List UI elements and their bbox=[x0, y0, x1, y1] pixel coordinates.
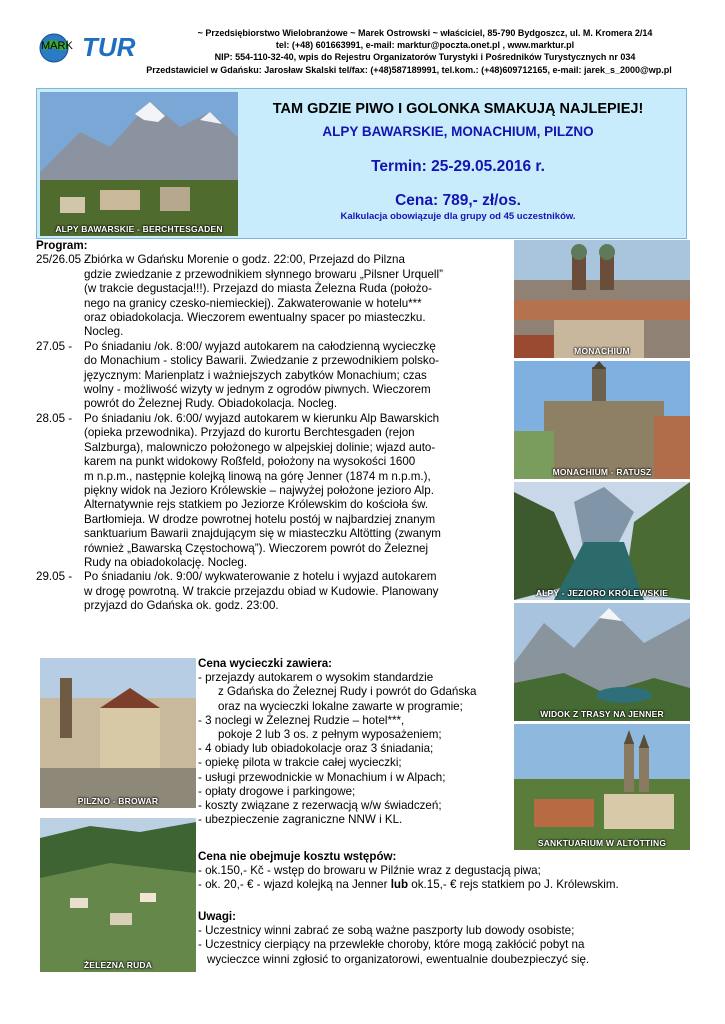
program-day bbox=[36, 412, 512, 570]
program-line: Po śniadaniu /ok. 8:00/ wyjazd autokarem na całodzienną wycieczkę bbox=[84, 339, 436, 353]
photo-caption-zelezna-ruda: ŻELEZNA RUDA bbox=[83, 960, 153, 970]
notes-line: wycieczce winni zgłosić to organizatorowi, ewentualnie doubezpieczyć się. bbox=[207, 952, 590, 966]
program-line: Rudy na obiadokolację. Nocleg. bbox=[84, 555, 248, 569]
program-line: Zbiórka w Gdańsku Morenie o godz. 22:00, Przejazd do Pilzna bbox=[84, 253, 405, 267]
photo-ratusz bbox=[514, 361, 690, 479]
excludes-text: ok.15,- € rejs statkiem po J. Królewskim. bbox=[408, 878, 619, 892]
excludes-line: - ok.150,- Kč - wstęp do browaru w Pilźnie wraz z degustacją piwa; bbox=[198, 864, 541, 878]
includes-text: - opłaty drogowe i parkingowe; bbox=[198, 784, 356, 798]
photo-caption-monachium: MONACHIUM bbox=[574, 346, 630, 356]
program-day bbox=[36, 340, 512, 412]
logo-brand: TUR bbox=[82, 32, 136, 62]
header-line-2: tel: (+48) 601663991, e-mail: marktur@poczta.onet.pl , www.marktur.pl bbox=[275, 40, 575, 50]
header-line-4: Przedstawiciel w Gdańsku: Jarosław Skalski tel/fax: (+48)587189991, tel.kom.: (+48)609712165, e-mail: jarek_s_2000@wp.pl bbox=[146, 65, 672, 75]
excludes-section bbox=[198, 850, 698, 893]
header-line-1: ~ Przedsiębiorstwo Wielobranżowe ~ Marek Ostrowski ~ właściciel, 85-790 Bydgoszcz, ul. M. Kromera 2/14 bbox=[197, 28, 653, 38]
header-line-3: NIP: 554-110-32-40, wpis do Rejestru Organizatorów Turystyki i Pośredników Turystycznych nr 034 bbox=[214, 52, 636, 62]
excludes-or: lub bbox=[390, 878, 409, 892]
excludes-heading: Cena nie obejmuje kosztu wstępów: bbox=[198, 850, 397, 863]
program-day-date: 25/26.05 - bbox=[36, 253, 89, 267]
includes-item bbox=[198, 756, 513, 770]
offer-title: TAM GDZIE PIWO I GOLONKA SMAKUJĄ NAJLEPIEJ! bbox=[272, 101, 644, 117]
includes-text: - 4 obiady lub obiadokolacje oraz 3 śniadania; bbox=[198, 742, 434, 756]
program-line: języcznym: Marienplatz i ważniejszych zabytków Monachium; czas bbox=[84, 368, 427, 382]
includes-text: - usługi przewodnickie w Monachium i w Alpach; bbox=[198, 770, 446, 784]
program-line: piękny widok na Jezioro Królewskie – najwyżej położone jezioro Alp. bbox=[84, 483, 434, 497]
program-line: w drogę powrotną. W trakcie przejazdu obiad w Kudowie. Planowany bbox=[84, 584, 439, 598]
includes-text: - przejazdy autokarem o wysokim standardzie bbox=[198, 671, 434, 685]
program-line: powrót do Żeleznej Rudy. Obiadokolacja. Nocleg. bbox=[84, 397, 338, 411]
includes-section bbox=[198, 657, 513, 827]
program-line: Bartłomieja. W drodze powrotnej hotelu postój w najbardziej znanym bbox=[84, 512, 436, 526]
program-line: wolny - możliwość wizyty w jednym z ogrodów piwnych. Wieczorem bbox=[84, 383, 431, 397]
program-line: Alternatywnie rejs statkiem po Jeziorze Królewskim do kościoła św. bbox=[84, 498, 429, 512]
program-line: Nocleg. bbox=[84, 325, 124, 339]
program-day-date: 29.05 - bbox=[36, 570, 73, 584]
program-line: przyjazd do Gdańska ok. godz. 23:00. bbox=[84, 599, 279, 613]
program-line: Po śniadaniu /ok. 6:00/ wyjazd autokarem w kierunku Alp Bawarskich bbox=[84, 411, 440, 425]
program-line: nego na granicy czesko-niemieckiej). Zakwaterowanie w hotelu*** bbox=[84, 296, 422, 310]
photo-altotting bbox=[514, 724, 690, 850]
program-line: oraz obiadokolacja. Wieczorem ewentualny spacer po miasteczku. bbox=[84, 311, 426, 325]
offer-note: Kalkulacja obowiązuje dla grupy od 45 uczestników. bbox=[340, 211, 576, 222]
includes-item bbox=[198, 771, 513, 785]
includes-text: oraz na wycieczki lokalne zawarte w programie; bbox=[218, 699, 463, 713]
photo-caption-ratusz: MONACHIUM - RATUSZ bbox=[552, 467, 652, 477]
program-line: (w trakcie degustacja!!!). Przejazd do miasta Żelezna Ruda (położo- bbox=[84, 282, 432, 296]
photo-jenner bbox=[514, 603, 690, 721]
program-day bbox=[36, 253, 512, 339]
includes-item bbox=[198, 671, 513, 714]
photo-monachium bbox=[514, 240, 690, 358]
includes-item bbox=[198, 813, 513, 827]
includes-item bbox=[198, 714, 513, 742]
includes-text: - opiekę pilota w trakcie całej wycieczki; bbox=[198, 756, 402, 770]
photo-pilzno bbox=[40, 658, 196, 808]
excludes-line bbox=[198, 878, 698, 892]
program-line: sanktuarium Bawarii znajdującym się w miasteczku Altötting (zwanym bbox=[84, 527, 441, 541]
photo-caption-jezioro: ALPY - JEZIORO KRÓLEWSKIE bbox=[535, 588, 669, 598]
program-day bbox=[36, 570, 512, 613]
program-line: karem na punkt widokowy Roßfeld, położony na wysokości 1600 bbox=[84, 455, 416, 469]
notes-section bbox=[198, 910, 698, 967]
includes-heading: Cena wycieczki zawiera: bbox=[198, 657, 333, 670]
includes-item bbox=[198, 799, 513, 813]
program-line: Salzburga), malowniczo położonego w alpejskiej dolinie; wjazd auto- bbox=[84, 440, 436, 454]
offer-price: Cena: 789,- zł/os. bbox=[395, 192, 521, 209]
photo-caption-altotting: SANKTUARIUM W ALTÖTTING bbox=[537, 838, 667, 848]
notes-line: - Uczestnicy winni zabrać ze sobą ważne paszporty lub dowody osobiste; bbox=[198, 924, 575, 938]
includes-text: z Gdańska do Żeleznej Rudy i powrót do Gdańska bbox=[218, 685, 477, 699]
photo-berchtesgaden bbox=[40, 92, 238, 236]
excludes-text: - ok. 20,- € - wjazd kolejką na Jenner bbox=[198, 878, 391, 892]
notes-heading: Uwagi: bbox=[198, 910, 237, 923]
program-line: do Monachium - stolicy Bawarii. Zwiedzanie z przewodnikiem polsko- bbox=[84, 354, 440, 368]
logo-text: MARK bbox=[41, 40, 73, 52]
program-day-date: 28.05 - bbox=[36, 411, 73, 425]
offer-subtitle: ALPY BAWARSKIE, MONACHIUM, PILZNO bbox=[322, 124, 594, 139]
photo-caption-jenner: WIDOK Z TRASY NA JENNER bbox=[540, 709, 664, 719]
program bbox=[36, 239, 512, 614]
program-line: m n.p.m., następnie kolejką linową na górę Jenner (1874 m n.p.m.), bbox=[84, 469, 431, 483]
includes-item bbox=[198, 742, 513, 756]
photo-zelezna-ruda bbox=[40, 818, 196, 972]
includes-text: pokoje 2 lub 3 os. z pełnym wyposażeniem; bbox=[218, 728, 442, 742]
program-line: Po śniadaniu /ok. 9:00/ wykwaterowanie z hotelu i wyjazd autokarem bbox=[84, 570, 437, 584]
photo-jezioro bbox=[514, 482, 690, 600]
photo-caption-berchtesgaden: ALPY BAWARSKIE - BERCHTESGADEN bbox=[55, 224, 223, 234]
photo-caption-pilzno: PILZNO - BROWAR bbox=[77, 796, 159, 806]
offer-term: Termin: 25-29.05.2016 r. bbox=[371, 158, 545, 175]
includes-text: - 3 noclegi w Żeleznej Rudzie – hotel***, bbox=[198, 713, 405, 727]
program-day-date: 27.05 - bbox=[36, 339, 73, 353]
program-line: gdzie zwiedzanie z przewodnikiem słynnego browaru „Pilsner Urquell” bbox=[84, 267, 443, 281]
program-line: (opieka przewodnika). Przyjazd do kurortu Berchtesgaden (rejon bbox=[84, 426, 415, 440]
includes-item bbox=[198, 785, 513, 799]
program-line: również „Bawarską Częstochową”). Wieczorem powrót do Żeleznej bbox=[84, 541, 429, 555]
program-heading: Program: bbox=[36, 239, 88, 252]
notes-line: - Uczestnicy cierpiący na przewlekłe choroby, które mogą zakłócić pobyt na bbox=[198, 938, 585, 952]
includes-text: - koszty związane z rezerwacją w/w świadczeń; bbox=[198, 799, 442, 813]
includes-text: - ubezpieczenie zagraniczne NNW i KL. bbox=[198, 813, 403, 827]
